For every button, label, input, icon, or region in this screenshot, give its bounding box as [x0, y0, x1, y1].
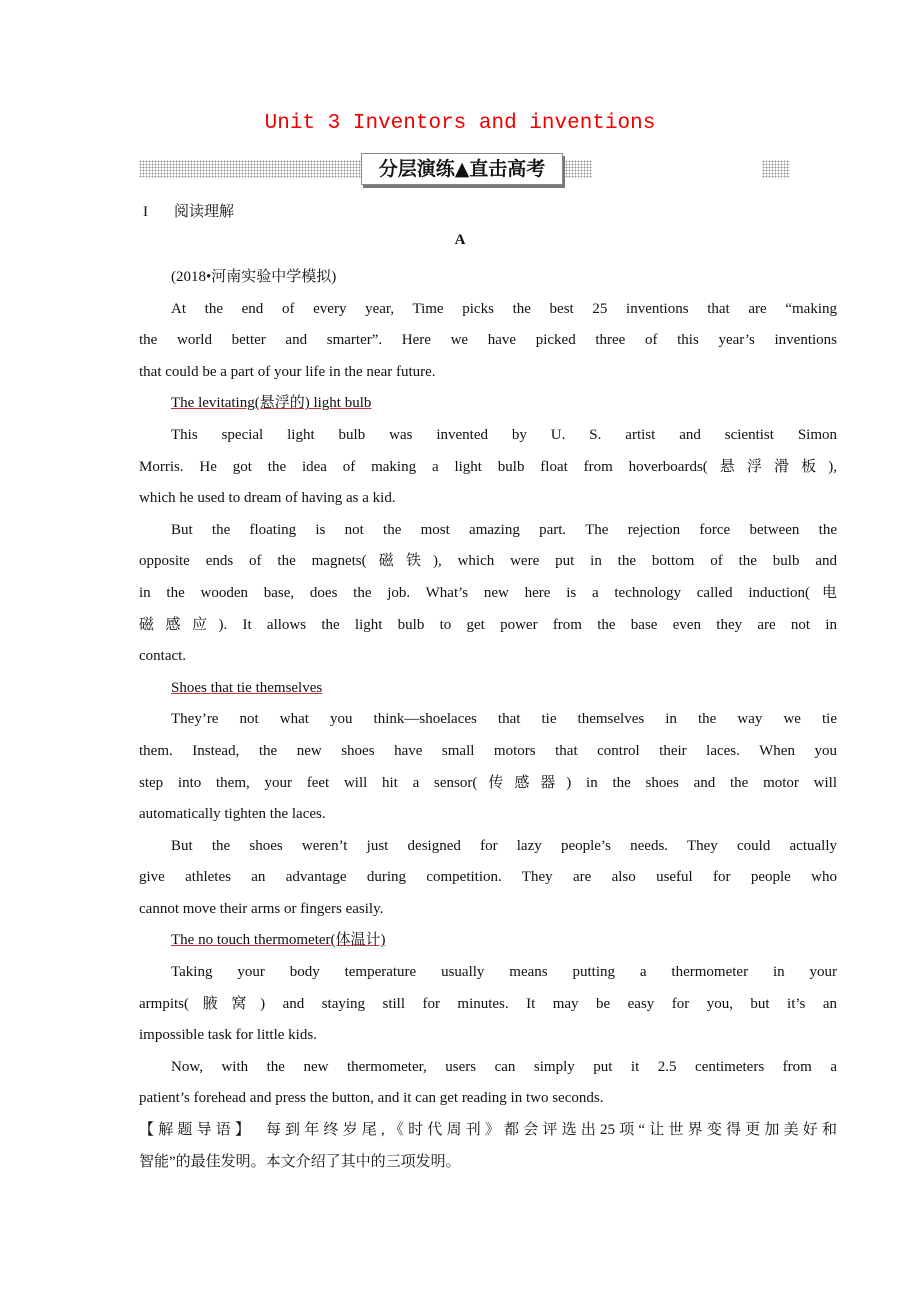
text-line: But the floating is not the most amazing part. The rejection force between the	[171, 521, 837, 538]
paragraph	[139, 704, 837, 830]
text-line: This special light bulb was invented by U. S. artist and scientist Simon	[171, 426, 837, 443]
text-line: 【解题导语】 每到年终岁尾,《时代周刊》都会评选出25项“让世界变得更加美好和	[139, 1122, 837, 1139]
passage-body	[139, 262, 837, 1178]
decorative-band	[139, 160, 361, 178]
source-line	[139, 262, 837, 294]
text-line: Now, with the new thermometer, users can simply put it 2.5 centimeters from a	[171, 1058, 837, 1075]
section-number: I	[143, 204, 148, 220]
text-line: opposite ends of the magnets(磁铁), which were put in the bottom of the bulb and	[139, 553, 837, 570]
text-line: the world better and smarter”. Here we have picked three of this year’s inventions	[139, 332, 837, 349]
paragraph	[139, 1052, 837, 1115]
passage-letter: A	[454, 232, 466, 248]
subheading	[139, 925, 837, 957]
text-line: contact.	[139, 648, 187, 665]
text-line: cannot move their arms or fingers easily.	[139, 900, 384, 917]
page-title: Unit 3 Inventors and inventions	[264, 112, 656, 135]
decorative-band	[762, 160, 790, 178]
text-line: 智能”的最佳发明。本文介绍了其中的三项发明。	[139, 1153, 461, 1170]
guide-note	[139, 1115, 837, 1178]
text-line: The levitating(悬浮的) light bulb	[171, 395, 372, 412]
text-line: But the shoes weren’t just designed for lazy people’s needs. They could actually	[171, 837, 837, 854]
section-label: 阅读理解	[174, 204, 235, 220]
text-line: At the end of every year, Time picks the best 25 inventions that are “making	[171, 300, 837, 317]
text-line: automatically tighten the laces.	[139, 806, 326, 823]
text-line: them. Instead, the new shoes have small motors that control their laces. When you	[139, 742, 837, 759]
text-line: 磁感应). It allows the light bulb to get power from the base even they are not in	[139, 616, 837, 633]
text-line: impossible task for little kids.	[139, 1027, 317, 1044]
text-line: which he used to dream of having as a kid.	[139, 490, 396, 507]
text-line: (2018•河南实验中学模拟)	[171, 269, 337, 285]
text-line: in the wooden base, does the job. What’s new here is a technology called induction(电	[139, 584, 837, 601]
paragraph	[139, 294, 837, 389]
text-line: The no touch thermometer(体温计)	[171, 932, 386, 949]
text-line: They’re not what you think—shoelaces that tie themselves in the way we tie	[171, 711, 837, 728]
text-line: give athletes an advantage during competition. They are also useful for people who	[139, 869, 837, 886]
text-line: armpits(腋窝) and staying still for minutes. It may be easy for you, but it’s an	[139, 995, 837, 1012]
text-line: step into them, your feet will hit a sensor(传感器) in the shoes and the motor will	[139, 774, 837, 791]
subheading	[139, 388, 837, 420]
text-line: Morris. He got the idea of making a light bulb float from hoverboards(悬浮滑板),	[139, 458, 837, 475]
text-line: patient’s forehead and press the button, and it can get reading in two seconds.	[139, 1090, 604, 1107]
paragraph	[139, 831, 837, 926]
paragraph	[139, 515, 837, 673]
text-line: Taking your body temperature usually means putting a thermometer in your	[171, 964, 837, 981]
section-banner: 分层演练▲直击高考	[361, 153, 563, 185]
decorative-band	[565, 160, 592, 178]
text-line: Shoes that tie themselves	[171, 679, 323, 696]
paragraph	[139, 957, 837, 1052]
text-line: that could be a part of your life in the near future.	[139, 363, 436, 380]
paragraph	[139, 420, 837, 515]
subheading	[139, 673, 837, 705]
section-heading	[143, 200, 234, 221]
